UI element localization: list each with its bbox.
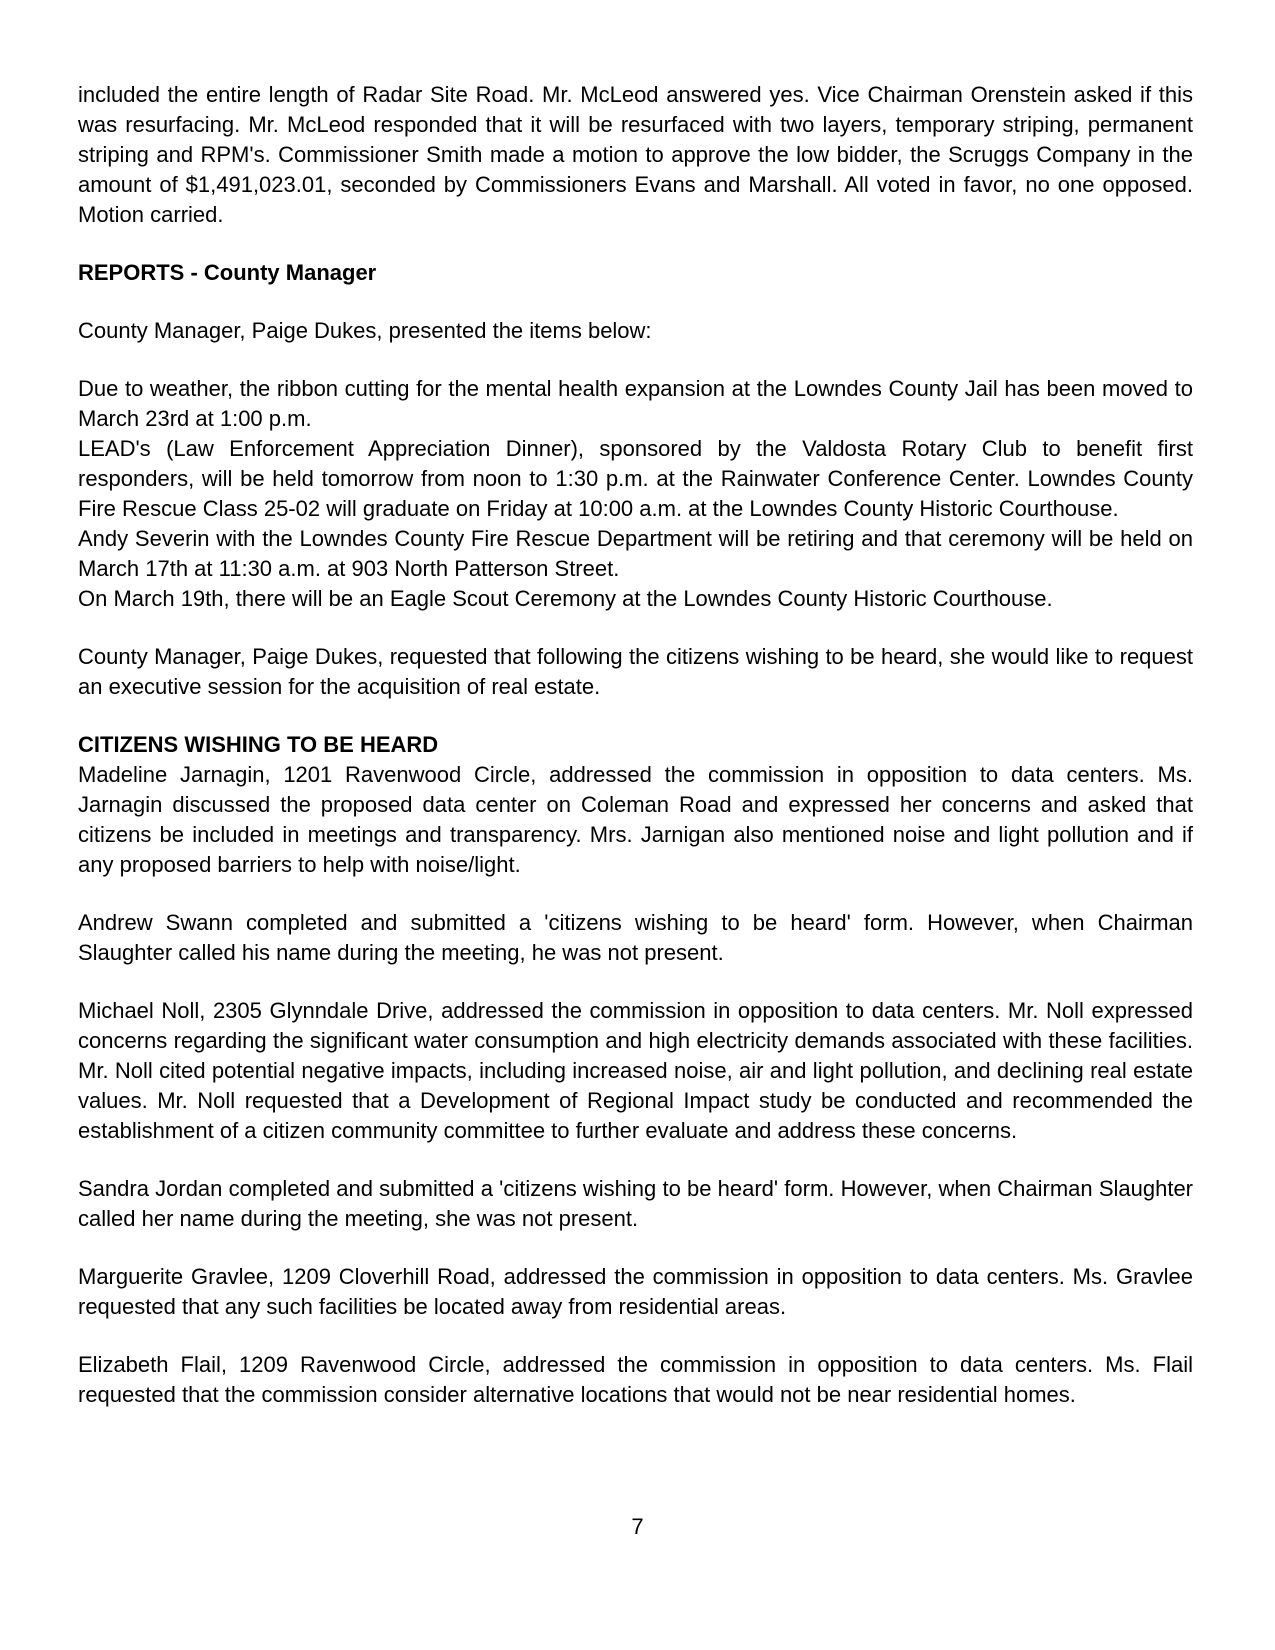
county-manager-report-items [78,374,1193,614]
paragraph-citizen-gravlee: Marguerite Gravlee, 1209 Cloverhill Road, addressed the commission in opposition to data centers. Ms. Gravlee requested that any such facilities be located away from residential areas. [78,1264,1193,1319]
paragraph-citizen-jarnagin: Madeline Jarnagin, 1201 Ravenwood Circle, addressed the commission in opposition to data centers. Ms. Jarnagin discussed the proposed data center on Coleman Road and expressed her concerns and asked that citizens be included in meetings and transparency. Mrs. Jarnigan also mentioned noise and light pollution and if any proposed barriers to help with noise/light. [78,762,1193,877]
paragraph-road-bid-motion: included the entire length of Radar Site Road. Mr. McLeod answered yes. Vice Chairman Orenstein asked if this was resurfacing. Mr. McLeod responded that it will be resurfaced with two layers, temporary striping, permanent striping and RPM's. Commissioner Smith made a motion to approve the low bidder, the Scruggs Company in the amount of $1,491,023.01, seconded by Commissioners Evans and Marshall. All voted in favor, no one opposed. Motion carried. [78,82,1193,227]
paragraph-citizen-swann: Andrew Swann completed and submitted a 'citizens wishing to be heard' form. However, when Chairman Slaughter called his name during the meeting, he was not present. [78,910,1193,965]
section-heading-reports-county-manager: REPORTS - County Manager [78,260,377,285]
report-item-lead-dinner: LEAD's (Law Enforcement Appreciation Dinner), sponsored by the Valdosta Rotary Club to benefit first responders, will be held tomorrow from noon to 1:30 p.m. at the Rainwater Conference Center. Lowndes County Fire Rescue Class 25-02 will graduate on Friday at 10:00 a.m. at the Lowndes County Historic Courthouse. [78,436,1193,521]
paragraph-citizen-flail: Elizabeth Flail, 1209 Ravenwood Circle, addressed the commission in opposition to data centers. Ms. Flail requested that the commission consider alternative locations that would not be near residential homes. [78,1352,1193,1407]
paragraph-executive-session-request: County Manager, Paige Dukes, requested that following the citizens wishing to be heard, she would like to request an executive session for the acquisition of real estate. [78,644,1193,699]
document-body [78,80,1193,1410]
section-heading-citizens-wishing-to-be-heard: CITIZENS WISHING TO BE HEARD [78,732,439,757]
report-item-eagle-scout-ceremony: On March 19th, there will be an Eagle Scout Ceremony at the Lowndes County Historic Courthouse. [78,586,1053,611]
report-item-severin-retirement: Andy Severin with the Lowndes County Fire Rescue Department will be retiring and that ceremony will be held on March 17th at 11:30 a.m. at 903 North Patterson Street. [78,526,1193,581]
page-number: 7 [631,1514,644,1539]
paragraph-citizen-noll: Michael Noll, 2305 Glynndale Drive, addressed the commission in opposition to data centers. Mr. Noll expressed concerns regarding the significant water consumption and high electricity demands associated with these facilities. Mr. Noll cited potential negative impacts, including increased noise, air and light pollution, and declining real estate values. Mr. Noll requested that a Development of Regional Impact study be conducted and recommended the establishment of a citizen community committee to further evaluate and address these concerns. [78,998,1193,1143]
paragraph-county-manager-lead: County Manager, Paige Dukes, presented the items below: [78,318,652,343]
report-item-ribbon-cutting: Due to weather, the ribbon cutting for the mental health expansion at the Lowndes County Jail has been moved to March 23rd at 1:00 p.m. [78,376,1193,431]
paragraph-citizen-jordan: Sandra Jordan completed and submitted a 'citizens wishing to be heard' form. However, when Chairman Slaughter called her name during the meeting, she was not present. [78,1176,1193,1231]
